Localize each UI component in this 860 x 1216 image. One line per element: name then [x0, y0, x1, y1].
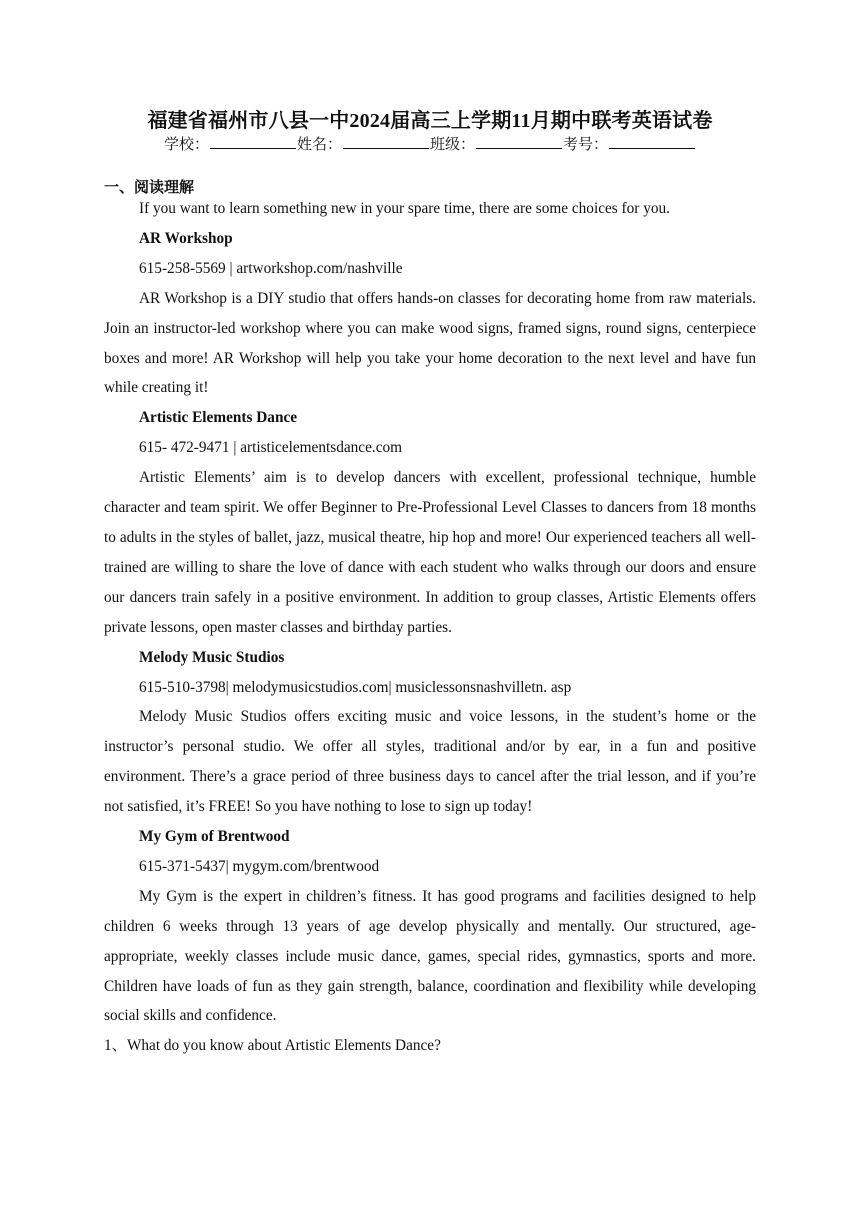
- entry-description: Melody Music Studios offers exciting music and voice lessons, in the student’s home or the instructor’s personal studio. We offer all styles, traditional and/or by ear, in a fun and positive environment. There’s a grace period of three business days to cancel after the trial lesson, and if you’re not satisfied, it’s FREE! So you have nothing to lose to sign up today!: [104, 708, 756, 816]
- entry-name: My Gym of Brentwood: [139, 828, 290, 846]
- entry-contact: 615-258-5569 | artworkshop.com/nashville: [139, 259, 403, 277]
- name-blank[interactable]: [343, 135, 429, 149]
- entry-description: Artistic Elements’ aim is to develop dancers with excellent, professional technique, humble character and team spirit. We offer Beginner to Pre-Professional Level Classes to dancers from 18 months to adults in the styles of ballet, jazz, musical theatre, hip hop and more! Our experienced teachers all well-trained are willing to share the love of dance with each student who walks through our doors and ensure our dancers train safely in a positive environment. In addition to group classes, Artistic Elements offers private lessons, open master classes and birthday parties.: [104, 469, 756, 636]
- class-label: 班级：: [430, 137, 476, 153]
- name-label: 姓名：: [296, 137, 342, 153]
- exam-title: 福建省福州市八县一中2024届高三上学期11月期中联考英语试卷: [147, 110, 713, 132]
- entry-contact: 615-371-5437| mygym.com/brentwood: [139, 857, 380, 875]
- entry-name: Melody Music Studios: [139, 648, 285, 666]
- exam-number-blank[interactable]: [609, 135, 695, 149]
- entry-name: Artistic Elements Dance: [139, 409, 298, 427]
- reading-passage: [104, 194, 756, 1061]
- class-blank[interactable]: [476, 135, 562, 149]
- entry-description: My Gym is the expert in children’s fitness. It has good programs and facilities designed to help children 6 weeks through 13 years of age develop physically and mentally. Our structured, age-appropriate, weekly classes include music dance, games, special rides, gymnastics, sports and more. Children have loads of fun as they gain strength, balance, coordination and flexibility while developing social skills and confidence.: [104, 887, 756, 1025]
- entry-contact: 615-510-3798| melodymusicstudios.com| musiclessonsnashvilletn. asp: [139, 678, 572, 696]
- question-1: 1、What do you know about Artistic Elements Dance?: [104, 1037, 441, 1055]
- school-label: 学校：: [163, 137, 209, 153]
- school-blank[interactable]: [210, 135, 296, 149]
- entry-contact: 615- 472-9471 | artisticelementsdance.com: [139, 439, 403, 457]
- entry-name: AR Workshop: [139, 229, 233, 247]
- entry-description: AR Workshop is a DIY studio that offers hands-on classes for decorating home from raw materials. Join an instructor-led workshop where you can make wood signs, framed signs, round signs, centerpiece boxes and more! AR Workshop will help you take your home decoration to the next level and have fun while creating it!: [104, 289, 756, 397]
- section-heading: 一、阅读理解: [104, 180, 195, 196]
- intro-paragraph: If you want to learn something new in your spare time, there are some choices for you.: [139, 200, 670, 217]
- student-info-line: [0, 133, 860, 154]
- exam-number-label: 考号：: [563, 137, 609, 153]
